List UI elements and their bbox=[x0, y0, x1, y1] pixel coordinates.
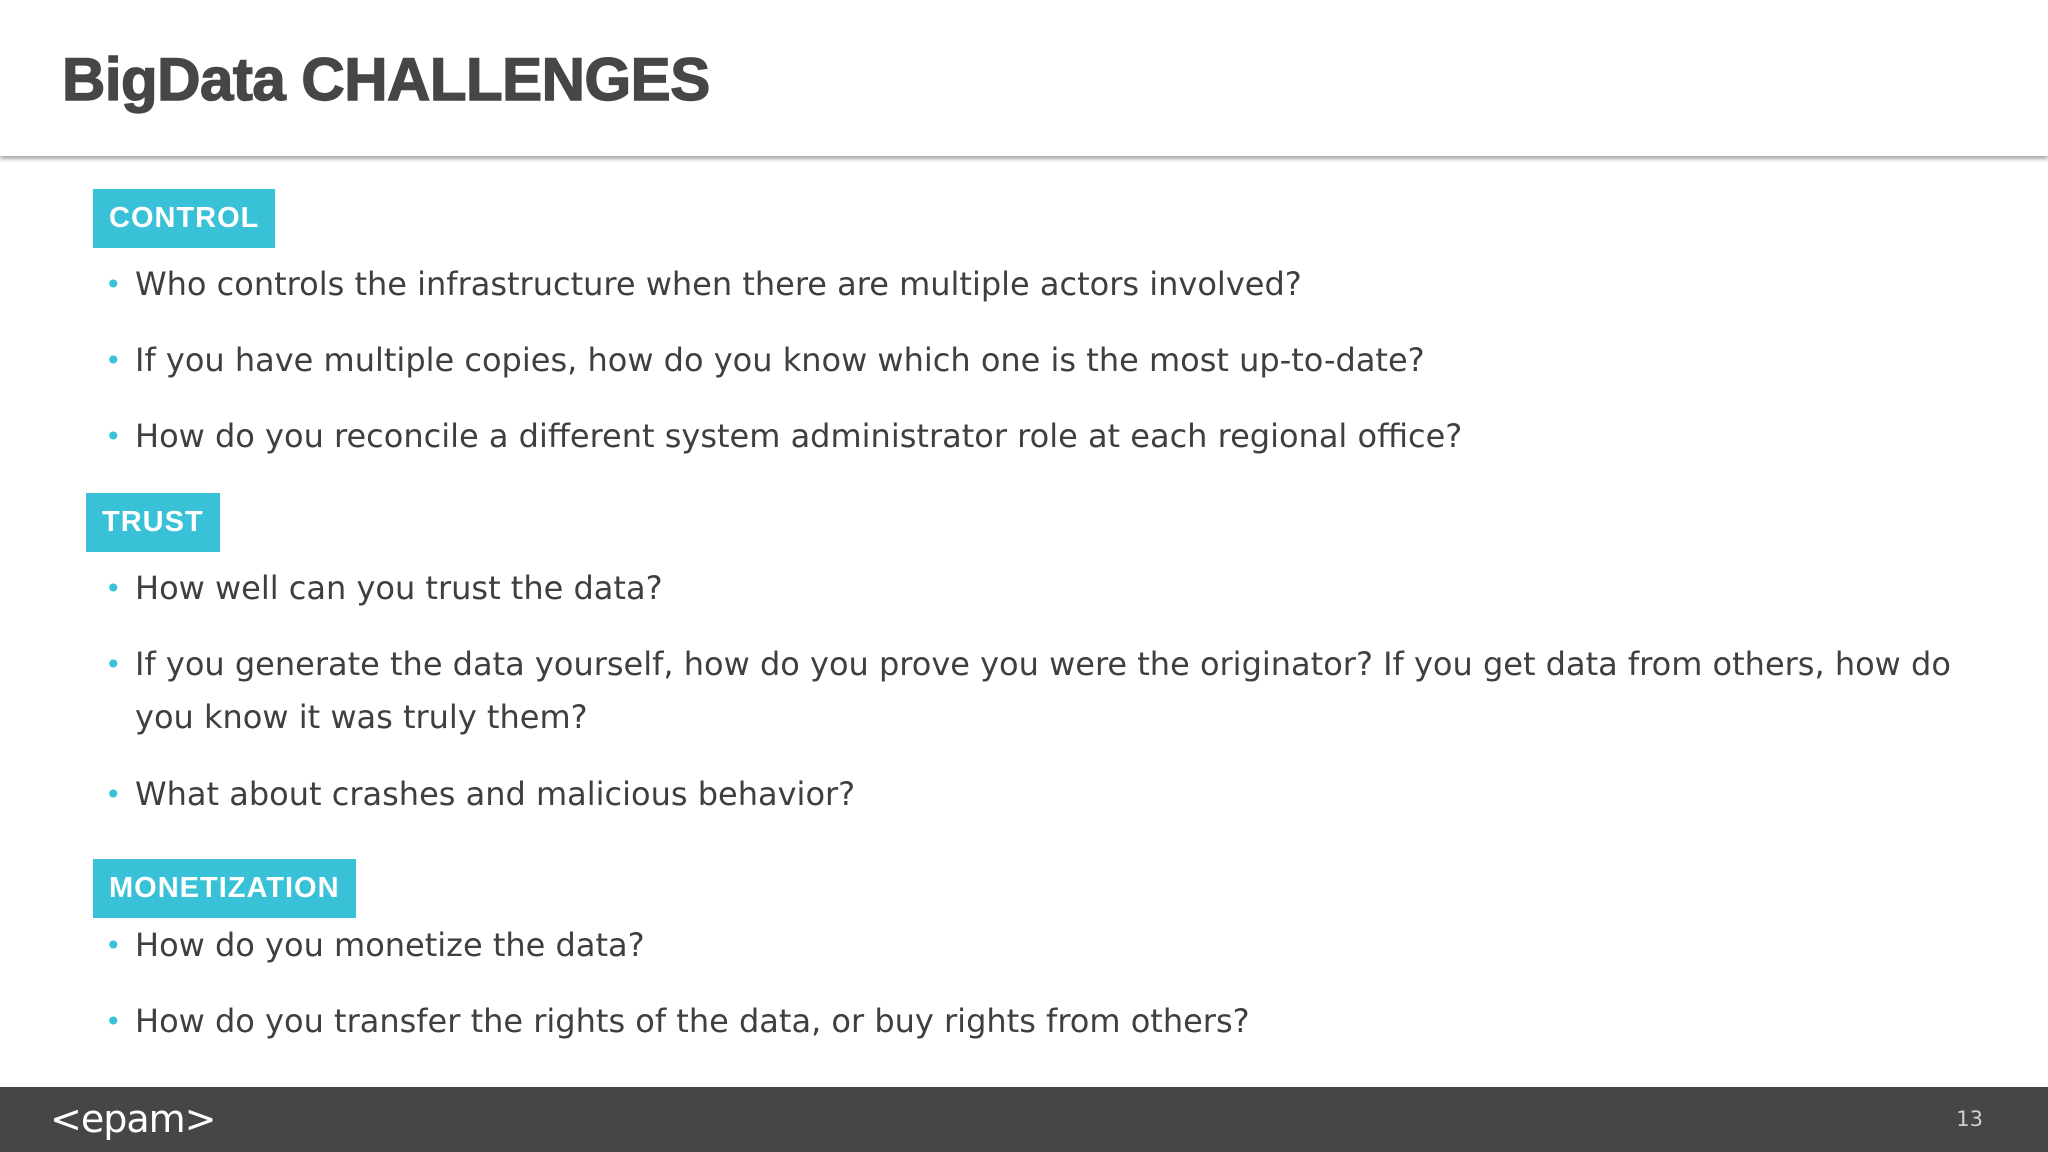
bullet-dot-icon: • bbox=[105, 1005, 122, 1038]
bullet-text: Who controls the infrastructure when there are multiple actors involved? bbox=[135, 265, 1302, 303]
bullet-text: How do you transfer the rights of the data, or buy rights from others? bbox=[135, 1002, 1250, 1040]
section-tag-monetization: MONETIZATION bbox=[93, 859, 356, 918]
bullet-item bbox=[105, 919, 1985, 972]
bullet-item bbox=[105, 258, 1985, 311]
section-tag-trust: TRUST bbox=[86, 493, 220, 552]
bullet-text: If you have multiple copies, how do you know which one is the most up-to-date? bbox=[135, 341, 1425, 379]
slide-header bbox=[0, 0, 2048, 156]
bullet-item bbox=[105, 995, 1985, 1048]
bullet-text: If you generate the data yourself, how do you prove you were the originator? If you get data from others, how do you know it was truly them? bbox=[135, 645, 1951, 736]
section-tag-control: CONTROL bbox=[93, 189, 275, 248]
bullet-text: How do you monetize the data? bbox=[135, 926, 645, 964]
bullet-text: How do you reconcile a different system administrator role at each regional office? bbox=[135, 417, 1463, 455]
bullet-dot-icon: • bbox=[105, 344, 122, 377]
bullet-text: What about crashes and malicious behavior? bbox=[135, 775, 856, 813]
bullet-item bbox=[105, 562, 1985, 615]
slide-footer bbox=[0, 1087, 2048, 1152]
page-number: 13 bbox=[1956, 1107, 1983, 1131]
epam-logo: <epam> bbox=[50, 1097, 216, 1141]
slide-title: BigData CHALLENGES bbox=[62, 46, 710, 113]
bullet-text: How well can you trust the data? bbox=[135, 569, 663, 607]
bullet-dot-icon: • bbox=[105, 778, 122, 811]
bullet-item bbox=[105, 638, 1985, 744]
bullet-item bbox=[105, 410, 1985, 463]
bullet-dot-icon: • bbox=[105, 572, 122, 605]
bullet-dot-icon: • bbox=[105, 268, 122, 301]
bullet-dot-icon: • bbox=[105, 420, 122, 453]
bullet-dot-icon: • bbox=[105, 648, 122, 681]
bullet-dot-icon: • bbox=[105, 929, 122, 962]
bullet-item bbox=[105, 334, 1985, 387]
bullet-item bbox=[105, 768, 1985, 821]
